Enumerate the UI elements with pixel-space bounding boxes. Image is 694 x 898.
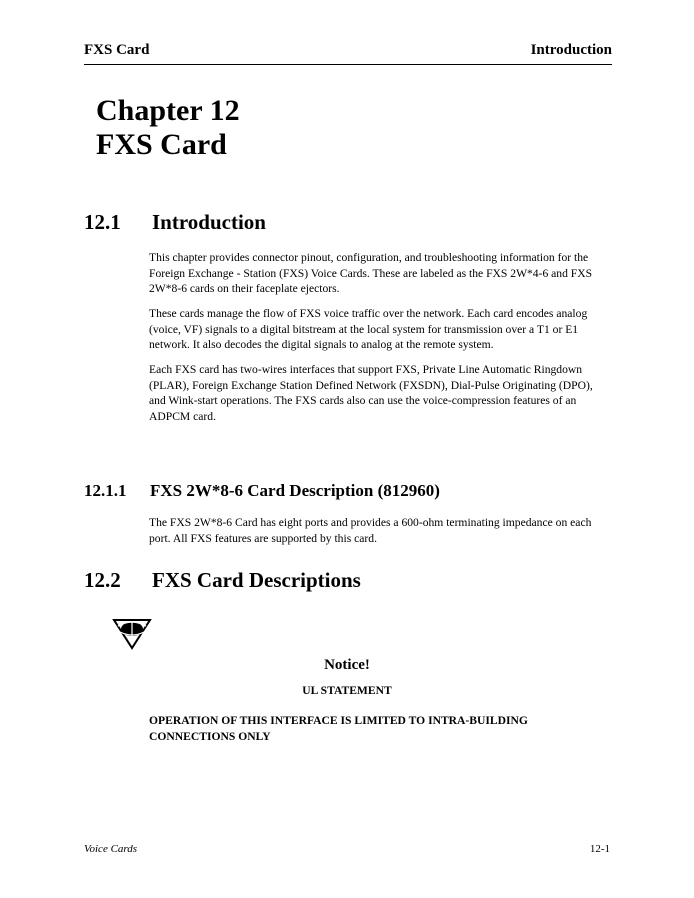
- section-number: 12.2: [84, 568, 121, 592]
- notice-body: OPERATION OF THIS INTERFACE IS LIMITED TO INTRA-BUILDING CONNECTIONS ONLY: [149, 714, 528, 743]
- notice-title: Notice!: [324, 657, 370, 673]
- section-title: Introduction: [152, 210, 266, 234]
- subsection-number: 12.1.1: [84, 481, 127, 500]
- subsection-title: FXS 2W*8-6 Card Description (812960): [150, 481, 440, 500]
- notice-icon: [112, 616, 152, 650]
- page-header: [84, 42, 612, 65]
- section-number: 12.1: [84, 210, 121, 234]
- chapter-title: [96, 94, 240, 162]
- section-title: FXS Card Descriptions: [152, 568, 361, 592]
- section-heading-12-1-1: [84, 481, 440, 501]
- page-number: 12-1: [589, 843, 610, 855]
- section-heading-12-2: [84, 568, 361, 593]
- chapter-name: FXS Card: [96, 128, 227, 161]
- intro-paragraph-2: These cards manage the flow of FXS voice traffic over the network. Each card encodes analog (voice, VF) signals to a digital bitstream at the local system for transmission over a T1 or E1 network. It also decodes the digital signals to analog at the remote system.: [149, 307, 588, 351]
- intro-paragraph-3: Each FXS card has two-wires interfaces that support FXS, Private Line Automatic Ringdown (PLAR), Foreign Exchange Station Defined Network (FXSDN), Dial-Pulse Originating (DPO), and Wink-start operations. The FXS cards also can use the voice-compression features of an ADPCM card.: [149, 363, 593, 423]
- card-description-paragraph: The FXS 2W*8-6 Card has eight ports and provides a 600-ohm terminating impedance on each port. All FXS features are supported by this card.: [149, 516, 592, 545]
- section-heading-12-1: [84, 210, 266, 235]
- header-left-title: FXS Card: [84, 42, 150, 58]
- footer-left: Voice Cards: [84, 843, 138, 855]
- header-right-title: Introduction: [530, 42, 612, 58]
- intro-paragraph-1: This chapter provides connector pinout, configuration, and troubleshooting information for the Foreign Exchange - Station (FXS) Voice Cards. These are labeled as the FXS 2W*4-6 and FXS 2W*8-6 cards on their faceplate ejectors.: [149, 251, 593, 295]
- notice-subtitle: UL STATEMENT: [302, 684, 392, 697]
- chapter-number: Chapter 12: [96, 94, 240, 127]
